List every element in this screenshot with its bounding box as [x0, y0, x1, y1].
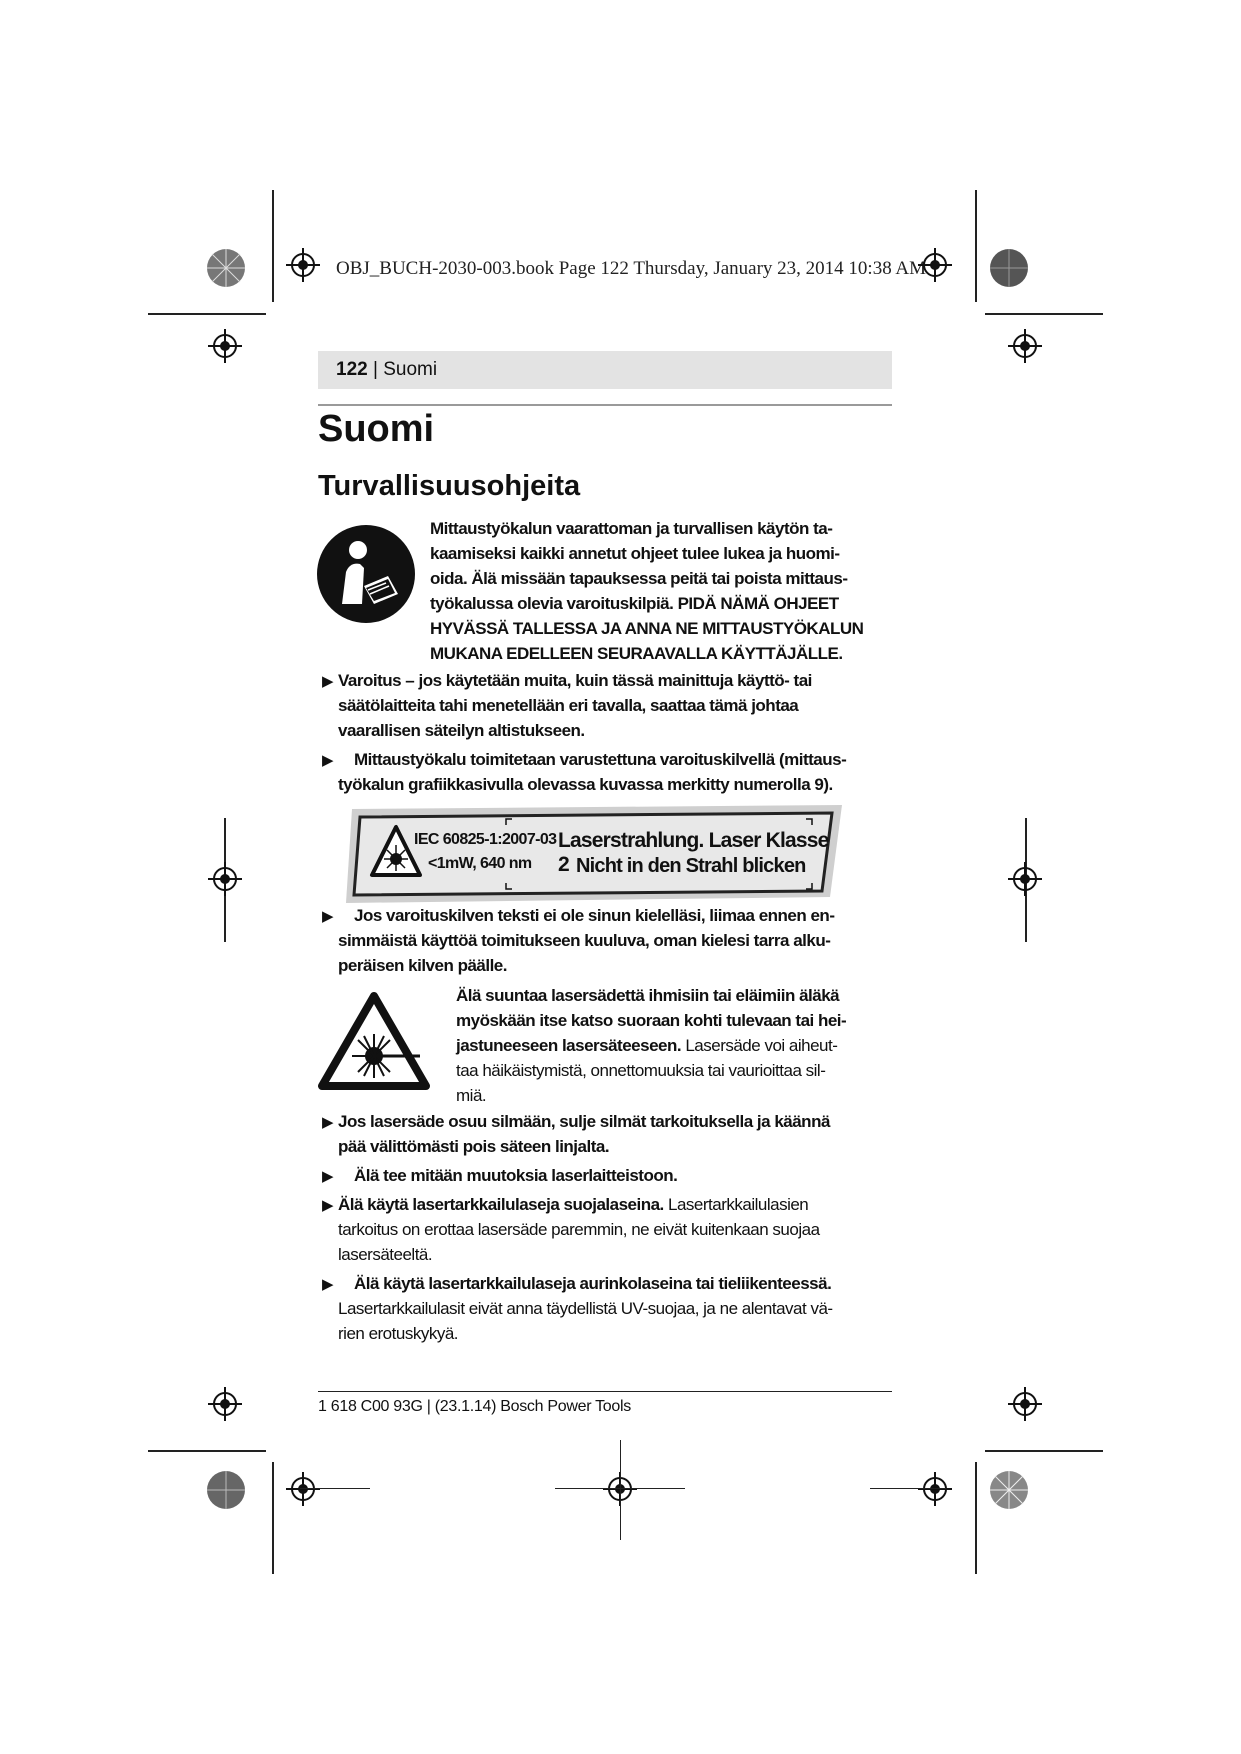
bullet-item — [338, 1271, 833, 1346]
slug-line: OBJ_BUCH-2030-003.book Page 122 Thursday, January 23, 2014 10:38 AM — [336, 258, 927, 279]
bullet-marker-icon: ▶ — [322, 1276, 334, 1293]
bullet-marker-icon: ▶ — [322, 673, 334, 690]
bullet-marker-icon: ▶ — [322, 1197, 334, 1214]
page-title: Suomi — [318, 408, 435, 450]
label-line2: Nicht in den Strahl blicken — [576, 855, 806, 877]
bullet-line: vaarallisen säteilyn altistukseen. — [338, 721, 585, 740]
bullet-line: Jos varoituskilven teksti ei ole sinun kielelläsi, liimaa ennen en- — [354, 906, 835, 925]
laser-warning-text — [456, 983, 846, 1108]
bullet-line: Mittaustyökalu toimitetaan varustettuna varoituskilvellä (mittaus- — [354, 750, 847, 769]
bullet-line: säätölaitteita tahi menetellään eri tavalla, saattaa tämä johtaa — [338, 696, 799, 715]
registration-target-icon — [208, 1387, 242, 1421]
warning-line: taa häikäistymistä, onnettomuuksia tai vaurioittaa sil- — [456, 1061, 826, 1080]
warning-line: miä. — [456, 1086, 487, 1105]
bullet-item — [338, 1192, 820, 1267]
footer-rule — [318, 1391, 892, 1392]
label-power: <1mW, 640 nm — [428, 855, 532, 872]
registration-target-icon — [918, 1472, 952, 1506]
registration-target-icon — [1008, 329, 1042, 363]
bullet-line: Varoitus – jos käytetään muita, kuin tässä mainittuja käyttö- tai — [338, 671, 812, 690]
intro-line: Mittaustyökalun vaarattoman ja turvallisen käytön ta- — [430, 519, 833, 538]
bullet-line: työkalun grafiikkasivulla olevassa kuvassa merkitty numerolla 9). — [338, 775, 833, 794]
bullet-line: Lasertarkkailulasien — [663, 1195, 809, 1214]
warning-line: myöskään itse katso suoraan kohti tulevaan tai hei- — [456, 1011, 847, 1030]
bullet-line: lasersäteeltä. — [338, 1245, 433, 1264]
bullet-item — [338, 747, 846, 797]
bullet-line: rien erotuskykyä. — [338, 1324, 458, 1343]
warning-line: jastuneeseen lasersäteeseen. — [456, 1036, 682, 1055]
intro-line: työkalussa olevia varoituskilpiä. PIDÄ NÄMÄ OHJEET — [430, 594, 839, 613]
section-heading: Turvallisuusohjeita — [318, 470, 581, 502]
page-footer: 1 618 C00 93G | (23.1.14) Bosch Power Tools — [318, 1398, 631, 1415]
color-wheel-icon — [989, 1470, 1029, 1510]
registration-target-icon — [1008, 862, 1042, 896]
bullet-line: pää välittömästi pois säteen linjalta. — [338, 1137, 610, 1156]
bullet-item — [354, 1163, 677, 1188]
warning-line: Lasersäde voi aiheut- — [681, 1036, 838, 1055]
intro-line: HYVÄSSÄ TALLESSA JA ANNA NE MITTAUSTYÖKALUN — [430, 619, 864, 638]
color-wheel-icon — [206, 1470, 246, 1510]
intro-line: kaamiseksi kaikki annetut ohjeet tulee lukea ja huomi- — [430, 544, 840, 563]
bullet-item — [338, 668, 812, 743]
bullet-line: Älä käytä lasertarkkailulaseja suojalaseina. — [338, 1195, 664, 1214]
bullet-marker-icon: ▶ — [322, 908, 334, 925]
bullet-line: peräisen kilven päälle. — [338, 956, 507, 975]
intro-paragraph — [430, 516, 863, 666]
bullet-line: tarkoitus on erottaa lasersäde paremmin, ne eivät kuitenkaan suojaa — [338, 1220, 820, 1239]
header-separator: | — [367, 359, 384, 380]
laser-warning-label — [346, 805, 842, 903]
bullet-line: simmäistä käyttöä toimitukseen kuuluva, oman kielesi tarra alku- — [338, 931, 831, 950]
registration-target-icon — [208, 329, 242, 363]
bullet-marker-icon: ▶ — [322, 1114, 334, 1131]
bullet-line: Älä käytä lasertarkkailulaseja aurinkolaseina tai tieliikenteessä. — [354, 1274, 832, 1293]
header-section: Suomi — [383, 359, 438, 380]
registration-target-icon — [1008, 1387, 1042, 1421]
bullet-item — [338, 903, 834, 978]
bullet-item — [338, 1109, 830, 1159]
label-line1: Laserstrahlung. Laser Klasse 2 — [558, 829, 829, 876]
bullet-line: Jos lasersäde osuu silmään, sulje silmät tarkoituksella ja käännä — [338, 1112, 830, 1131]
header-rule — [318, 404, 892, 406]
color-wheel-icon — [206, 248, 246, 288]
intro-line: MUKANA EDELLEEN SEURAAVALLA KÄYTTÄJÄLLE. — [430, 644, 843, 663]
registration-target-icon — [286, 1472, 320, 1506]
color-wheel-icon — [989, 248, 1029, 288]
label-standard: IEC 60825-1:2007-03 — [414, 831, 557, 848]
page-header-bar — [318, 351, 892, 389]
registration-target-icon — [286, 248, 320, 282]
read-manual-icon — [316, 524, 416, 624]
registration-target-icon — [208, 862, 242, 896]
page-number: 122 — [336, 359, 368, 380]
bullet-line: Älä tee mitään muutoksia laserlaitteistoon. — [354, 1166, 678, 1185]
warning-line: Älä suuntaa lasersädettä ihmisiin tai eläimiin äläkä — [456, 986, 840, 1005]
bullet-marker-icon: ▶ — [322, 1168, 334, 1185]
registration-target-icon — [918, 248, 952, 282]
bullet-marker-icon: ▶ — [322, 752, 334, 769]
intro-line: oida. Älä missään tapauksessa peitä tai poista mittaus- — [430, 569, 848, 588]
bullet-line: Lasertarkkailulasit eivät anna täydellistä UV-suojaa, ja ne alentavat vä- — [338, 1299, 833, 1318]
laser-hazard-icon — [316, 990, 432, 1092]
